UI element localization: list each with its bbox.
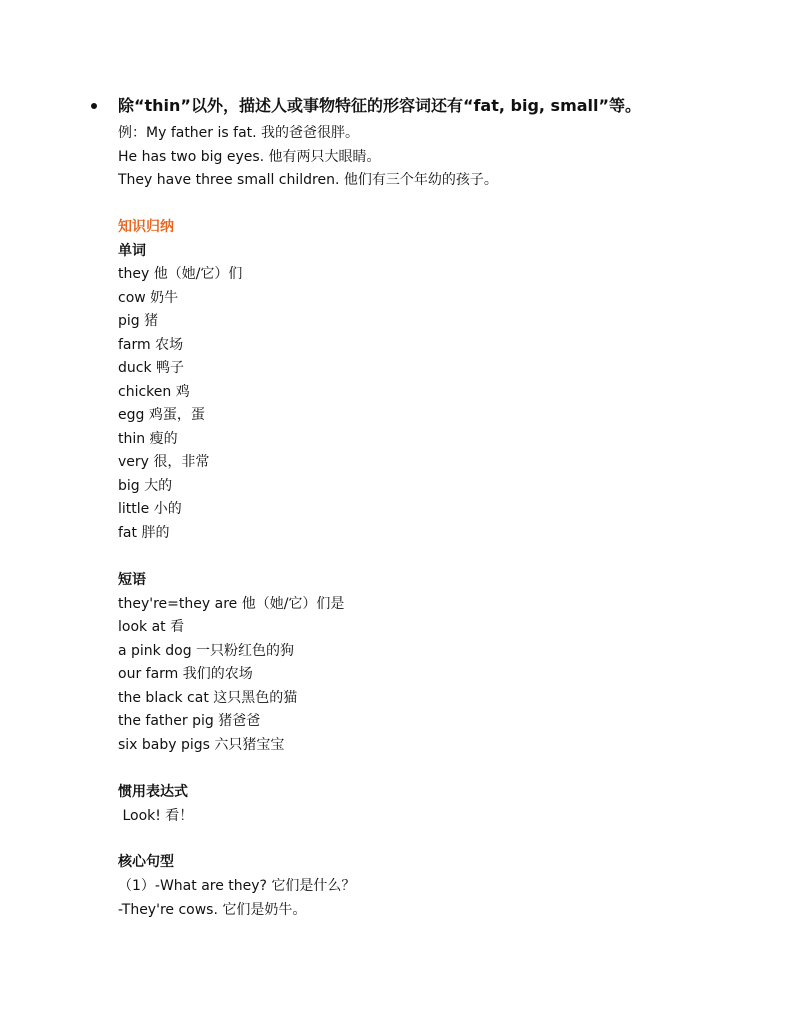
phrase-item: our farm 我们的农场 [118, 666, 253, 682]
phrase-item: the black cat 这只黑色的猫 [118, 690, 298, 706]
word-item: chicken 鸡 [118, 384, 190, 400]
expressions-heading: 惯用表达式 [118, 784, 188, 800]
example-line: They have three small children. 他们有三个年幼的孩子。 [118, 172, 498, 188]
word-item: egg 鸡蛋，蛋 [118, 407, 205, 423]
bullet-text: 除“thin”以外，描述人或事物特征的形容词还有“fat, big, small”等。 [118, 96, 642, 115]
pattern-item: （1）-What are they? 它们是什么？ [118, 878, 356, 894]
word-item: very 很，非常 [118, 454, 210, 470]
patterns-heading: 核心句型 [118, 854, 174, 870]
word-item: big 大的 [118, 478, 173, 494]
word-item: farm 农场 [118, 337, 184, 353]
phrase-item: six baby pigs 六只猪宝宝 [118, 737, 285, 753]
example-line: 例：My father is fat. 我的爸爸很胖。 [118, 125, 360, 141]
pattern-item: -They're cows. 它们是奶牛。 [118, 902, 307, 918]
phrases-heading: 短语 [118, 572, 146, 588]
word-item: fat 胖的 [118, 525, 170, 541]
phrase-item: look at 看 [118, 619, 185, 635]
summary-heading: 知识归纳 [118, 219, 174, 235]
word-item: pig 猪 [118, 313, 159, 329]
phrase-item: a pink dog 一只粉红色的狗 [118, 643, 295, 659]
example-line: He has two big eyes. 他有两只大眼睛。 [118, 149, 381, 165]
phrase-item: the father pig 猪爸爸 [118, 713, 261, 729]
word-item: they 他（她/它）们 [118, 266, 243, 282]
word-item: cow 奶牛 [118, 290, 179, 306]
bullet-dot-icon [91, 103, 97, 109]
word-item: little 小的 [118, 501, 182, 517]
expression-item: Look! 看！ [118, 808, 194, 824]
word-item: duck 鸭子 [118, 360, 185, 376]
word-item: thin 瘦的 [118, 431, 178, 447]
words-heading: 单词 [118, 243, 146, 259]
phrase-item: they're=they are 他（她/它）们是 [118, 596, 345, 612]
